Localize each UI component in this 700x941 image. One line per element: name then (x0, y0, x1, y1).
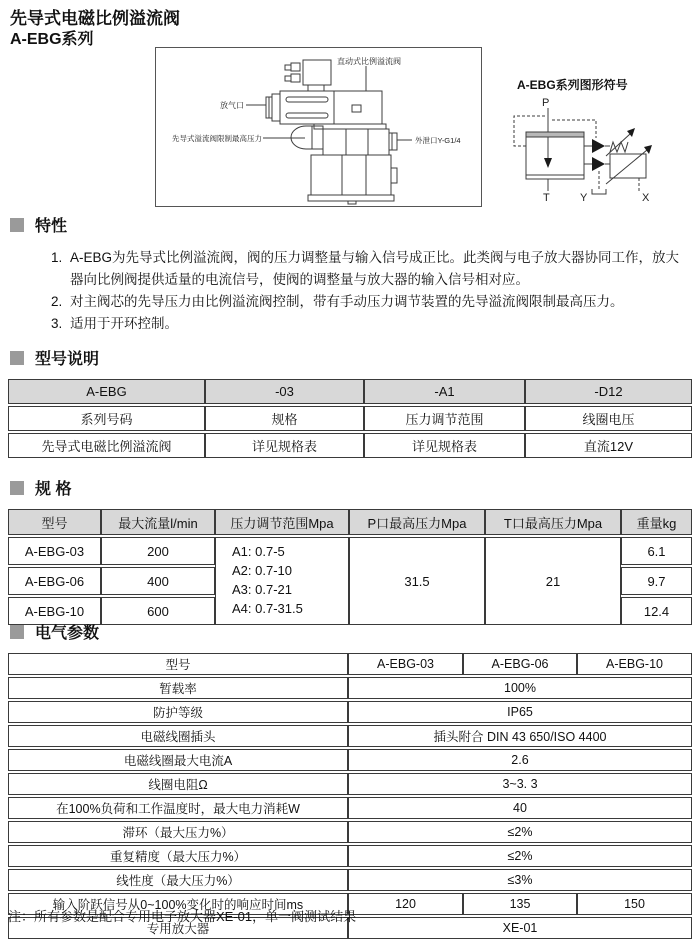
title-block (10, 8, 180, 51)
table-row (8, 701, 692, 723)
electrical-heading: 电气参数 (10, 620, 692, 643)
feature-item: 1. A-EBG为先导式比例溢流阀，阀的压力调整量与输入信号成正比。此类阀与电子放大器协同工作，放大器向比例阀提供适量的电流信号，使阀的调整量与放大器的输入信号相对应。 (66, 247, 692, 291)
param-value: 3~3. 3 (348, 773, 692, 795)
table-row (8, 537, 692, 565)
header-cell: 最大流量l/min (101, 509, 215, 535)
model-code-heading: 型号说明 (10, 346, 692, 369)
param-label: 线圈电阻Ω (8, 773, 348, 795)
cell: A-EBG-10 (8, 597, 101, 625)
param-value: 2.6 (348, 749, 692, 771)
cell: 压力调节范围 (364, 406, 525, 431)
label-bleed-port: 放气口 (220, 101, 244, 110)
section-marker-icon (10, 218, 24, 232)
features-heading: 特性 (10, 213, 692, 236)
port-y: Y (580, 192, 588, 204)
specs-heading: 规 格 (10, 476, 692, 499)
cell: A-EBG-06 (8, 567, 101, 595)
cell: 31.5 (349, 537, 485, 625)
label-direct-valve: 直动式比例溢流阀 (337, 57, 401, 66)
label-drain-port: 外泄口Y-G1/4 (415, 136, 461, 145)
table-row (8, 821, 692, 843)
header-cell: A-EBG (8, 379, 205, 404)
table-row (8, 773, 692, 795)
table-row (8, 845, 692, 867)
table-row (8, 433, 692, 458)
cell: 12.4 (621, 597, 692, 625)
param-value: 120 (348, 893, 463, 915)
param-label: 线性度（最大压力%） (8, 869, 348, 891)
cell: 线圈电压 (525, 406, 692, 431)
page-title: 先导式电磁比例溢流阀 (10, 9, 180, 28)
cell: 6.1 (621, 537, 692, 565)
range-line: A3: 0.7-21 (232, 582, 292, 597)
table-header-row (8, 379, 692, 404)
feature-item: 3. 适用于开环控制。 (66, 313, 692, 335)
table-header-row (8, 653, 692, 675)
port-p: P (542, 97, 550, 109)
param-label: 电磁线圈最大电流A (8, 749, 348, 771)
range-line: A2: 0.7-10 (232, 563, 292, 579)
cell: 详见规格表 (205, 433, 364, 458)
param-value: IP65 (348, 701, 692, 723)
table-row (8, 797, 692, 819)
table-row (8, 406, 692, 431)
param-value: 135 (463, 893, 577, 915)
param-label: 在100%负荷和工作温度时，最大电力消耗W (8, 797, 348, 819)
valve-drawing-frame (155, 47, 482, 207)
cell: 详见规格表 (364, 433, 525, 458)
param-value: 40 (348, 797, 692, 819)
param-value: ≤3% (348, 869, 692, 891)
page-subtitle: A-EBG系列 (10, 31, 94, 49)
range-line: A4: 0.7-31.5 (232, 600, 303, 616)
header-cell: A-EBG-10 (577, 653, 692, 675)
cell: A-EBG-03 (8, 537, 101, 565)
param-label: 专用放大器 (8, 917, 348, 939)
symbol-title: A-EBG系列图形符号 (517, 78, 628, 92)
section-electrical (8, 620, 692, 941)
header-cell: -D12 (525, 379, 692, 404)
cell: 直流12V (525, 433, 692, 458)
table-row (8, 869, 692, 891)
param-value: XE-01 (348, 917, 692, 939)
param-value: ≤2% (348, 821, 692, 843)
header-cell: A-EBG-03 (348, 653, 463, 675)
header-cell: 型号 (8, 509, 101, 535)
cell: 先导式电磁比例溢流阀 (8, 433, 205, 458)
cell: 21 (485, 537, 621, 625)
header-cell: -A1 (364, 379, 525, 404)
section-marker-icon (10, 351, 24, 365)
section-marker-icon (10, 481, 24, 495)
header-cell: 型号 (8, 653, 348, 675)
header-cell: A-EBG-06 (463, 653, 577, 675)
param-label: 滞环（最大压力%） (8, 821, 348, 843)
header-cell: 压力调节范围Mpa (215, 509, 349, 535)
electrical-table (8, 651, 692, 941)
label-pilot-limit: 先导式溢流阀限制最高压力 (172, 134, 262, 143)
table-row (8, 725, 692, 747)
cell: 400 (101, 567, 215, 595)
param-value: 150 (577, 893, 692, 915)
feature-item: 2. 对主阀芯的先导压力由比例溢流阀控制，带有手动压力调节装置的先导溢流阀限制最高压力。 (66, 291, 692, 313)
section-model-code (8, 346, 692, 460)
pressure-range-cell (215, 537, 349, 625)
param-label: 重复精度（最大压力%） (8, 845, 348, 867)
port-x: X (642, 192, 650, 204)
param-label: 暂载率 (8, 677, 348, 699)
header-cell: 重量kg (621, 509, 692, 535)
header-cell: -03 (205, 379, 364, 404)
features-list (8, 247, 692, 334)
port-t: T (543, 192, 550, 204)
table-row (8, 677, 692, 699)
cell: 200 (101, 537, 215, 565)
param-value: ≤2% (348, 845, 692, 867)
table-row (8, 749, 692, 771)
valve-drawing (156, 48, 481, 206)
section-specs (8, 476, 692, 627)
param-value: 插头附合 DIN 43 650/ISO 4400 (348, 725, 692, 747)
param-label: 电磁线圈插头 (8, 725, 348, 747)
section-features (8, 213, 692, 334)
hydraulic-symbol (508, 94, 658, 202)
footnote: 注：所有参数是配合专用电子放大器XE-01，单一阀测试结果 (8, 909, 357, 924)
cell: 600 (101, 597, 215, 625)
cell: 规格 (205, 406, 364, 431)
spec-table (8, 507, 692, 627)
hydraulic-symbol-frame (508, 94, 658, 202)
header-cell: P口最高压力Mpa (349, 509, 485, 535)
section-marker-icon (10, 625, 24, 639)
param-value: 100% (348, 677, 692, 699)
cell: 系列号码 (8, 406, 205, 431)
table-header-row (8, 509, 692, 535)
range-line: A1: 0.7-5 (232, 544, 285, 560)
param-label: 输入阶跃信号从0~100%变化时的响应时间ms (8, 893, 348, 915)
cell: 9.7 (621, 567, 692, 595)
param-label: 防护等级 (8, 701, 348, 723)
header-cell: T口最高压力Mpa (485, 509, 621, 535)
model-code-table (8, 377, 692, 460)
